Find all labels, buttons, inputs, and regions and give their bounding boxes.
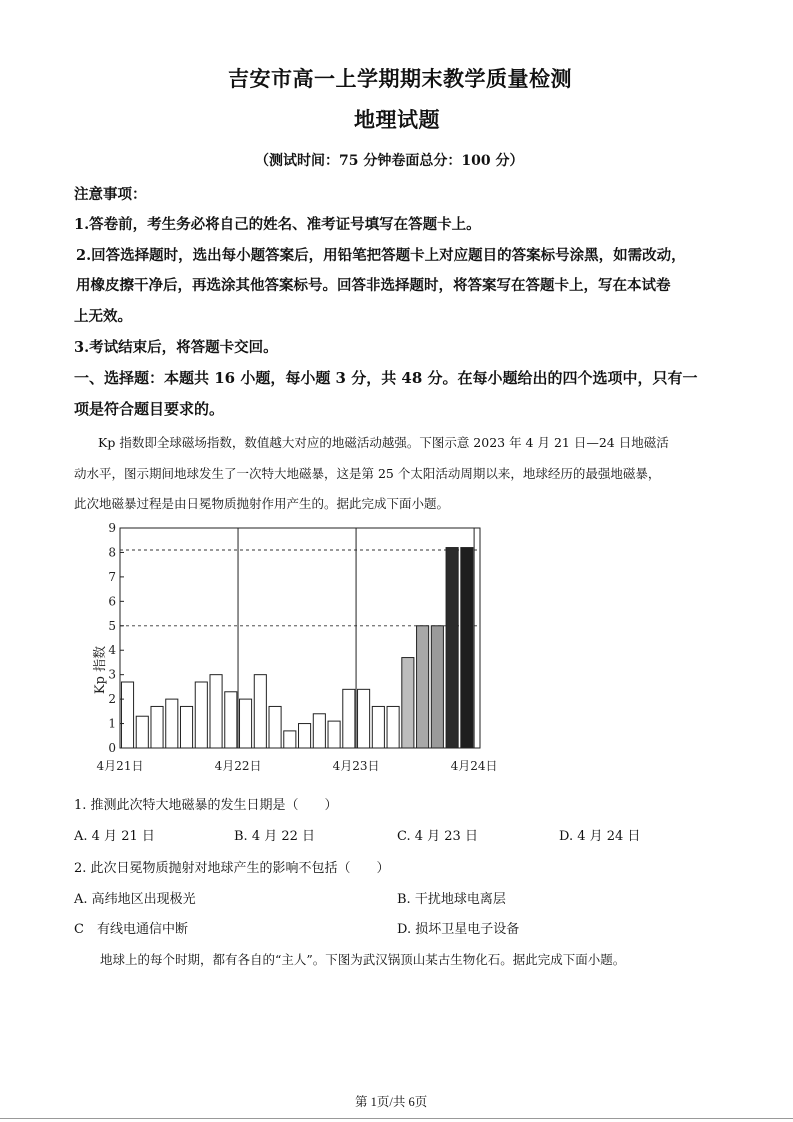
kp-bar xyxy=(402,658,414,748)
kp-bar xyxy=(299,724,311,748)
notice-item-2-line-3: 上无效。 xyxy=(74,308,132,325)
kp-bar xyxy=(180,706,192,748)
q2-option-d[interactable]: D. 损坏卫星电子设备 xyxy=(397,922,520,937)
y-tick-label: 7 xyxy=(108,569,116,584)
passage-1-line-1: Kp 指数即全球磁场指数，数值越大对应的地磁活动越强。下图示意 2023 年 4 月 21 日—24 日地磁活 xyxy=(98,435,669,450)
footer-divider xyxy=(0,1118,793,1119)
exam-title: 吉安市高一上学期期末教学质量检测 xyxy=(228,66,572,91)
passage-1-line-2: 动水平，图示期间地球发生了一次特大地磁暴，这是第 25 个太阳活动周期以来，地球经历的最强地磁暴， xyxy=(74,466,661,481)
kp-bar xyxy=(446,548,458,748)
y-tick-label: 8 xyxy=(108,545,116,560)
passage-2: 地球上的每个时期，都有各自的“主人”。下图为武汉锅顶山某古生物化石。据此完成下面小题。 xyxy=(100,952,626,967)
q1-option-b[interactable]: B. 4 月 22 日 xyxy=(234,829,316,844)
q1-option-d[interactable]: D. 4 月 24 日 xyxy=(559,829,641,844)
q1-option-a[interactable]: A. 4 月 21 日 xyxy=(74,829,155,844)
passage-1-line-3: 此次地磁暴过程是由日冕物质抛射作用产生的。据此完成下面小题。 xyxy=(74,496,450,511)
kp-bar xyxy=(121,682,133,748)
y-tick-label: 0 xyxy=(108,741,116,755)
y-tick-label: 9 xyxy=(108,521,116,535)
notice-item-2-line-1: 2.回答选择题时，选出每小题答案后，用铅笔把答题卡上对应题目的答案标号涂黑，如需改动， xyxy=(76,247,686,264)
kp-bar xyxy=(358,689,370,748)
y-axis-label: Kp 指数 xyxy=(93,645,108,695)
kp-bar xyxy=(313,714,325,748)
kp-bar xyxy=(240,699,252,748)
notice-item-2-line-2: 用橡皮擦干净后，再选涂其他答案标号。回答非选择题时，将答案写在答题卡上，写在本试卷 xyxy=(76,277,671,294)
kp-bar xyxy=(151,706,163,748)
y-tick-label: 1 xyxy=(108,716,116,731)
kp-bar xyxy=(372,706,384,748)
y-tick-label: 6 xyxy=(108,594,116,609)
subject-title: 地理试题 xyxy=(354,107,440,132)
q1-option-c[interactable]: C. 4 月 23 日 xyxy=(397,829,478,844)
exam-info: （测试时间：75 分钟卷面总分：100 分） xyxy=(255,153,524,169)
y-tick-label: 4 xyxy=(108,643,116,658)
kp-bar xyxy=(225,692,237,748)
notice-item-3: 3.考试结束后，将答题卡交回。 xyxy=(74,339,278,356)
x-day-label: 4月21日 xyxy=(96,759,144,773)
kp-bar xyxy=(417,626,429,748)
page-number: 第 1页/共 6页 xyxy=(355,1095,428,1109)
kp-bar xyxy=(461,548,473,748)
kp-bar xyxy=(328,721,340,748)
notice-heading: 注意事项： xyxy=(74,186,147,203)
q2-option-a[interactable]: A. 高纬地区出现极光 xyxy=(74,892,196,907)
x-day-label: 4月24日 xyxy=(450,759,498,773)
q2-stem: 2. 此次日冕物质抛射对地球产生的影响不包括（ ） xyxy=(74,861,390,876)
section-heading-line-2: 项是符合题目要求的。 xyxy=(74,400,225,418)
kp-bar xyxy=(195,682,207,748)
kp-index-chart xyxy=(80,520,530,780)
q2-option-b[interactable]: B. 干扰地球电离层 xyxy=(397,892,506,907)
kp-bar xyxy=(136,716,148,748)
section-heading-line-1: 一、选择题：本题共 16 小题，每小题 3 分，共 48 分。在每小题给出的四个选项中，只有一 xyxy=(74,369,698,387)
kp-bar xyxy=(387,706,399,748)
kp-bar xyxy=(431,626,443,748)
kp-bar xyxy=(269,706,281,748)
q2-option-c[interactable]: C 有线电通信中断 xyxy=(74,922,188,937)
kp-bar xyxy=(166,699,178,748)
x-day-label: 4月22日 xyxy=(214,759,262,773)
x-day-label: 4月23日 xyxy=(332,759,380,773)
kp-bar xyxy=(210,675,222,748)
y-tick-label: 2 xyxy=(108,692,116,707)
y-tick-label: 5 xyxy=(108,618,116,633)
kp-bar xyxy=(284,731,296,748)
kp-bar xyxy=(254,675,266,748)
notice-item-1: 1.答卷前，考生务必将自己的姓名、准考证号填写在答题卡上。 xyxy=(74,216,481,233)
kp-bar xyxy=(343,689,355,748)
y-tick-label: 3 xyxy=(108,667,116,682)
q1-stem: 1. 推测此次特大地磁暴的发生日期是（ ） xyxy=(74,798,338,813)
